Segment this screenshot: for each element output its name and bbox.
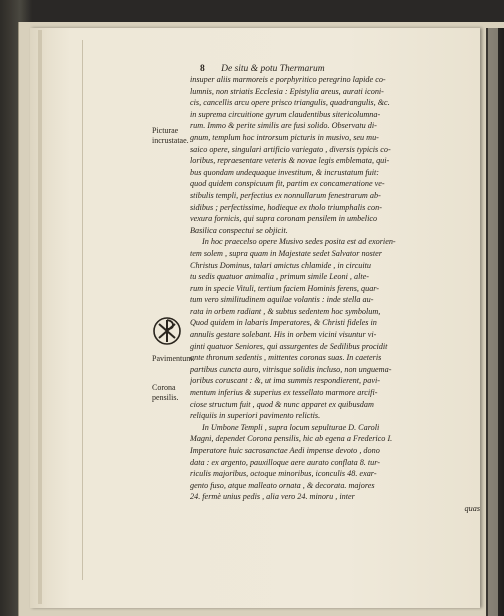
text-line: quod quidem conspicuum fit, partim ex concameratione ve-	[190, 179, 385, 189]
body-text	[190, 74, 480, 515]
text-line: riculis majoribus, octoque minoribus, iconculis 48. exar-	[190, 469, 377, 479]
text-line: loribus, repraesentare veteris & novae legis emblemata, qui-	[190, 156, 390, 166]
text-line: vexura fornicis, qui supra coronam pensilem in umbelico	[190, 214, 378, 224]
text-line: rum in specie Vituli, tertium faciem Hominis ferens, quar-	[190, 283, 380, 293]
text-line: tu sedis quatuor animalia , primum simile Leoni , alte-	[190, 272, 369, 282]
margin-note-corona	[152, 383, 188, 403]
text-line: quas	[464, 503, 480, 513]
text-line: In Umbone Templi , supra locum sepulturae D. Caroli	[202, 422, 380, 432]
text-line: insuper aliis marmoreis e porphyritico peregrino lapide co-	[190, 75, 386, 84]
running-header	[200, 64, 325, 74]
margin-note-pavimentum	[152, 354, 195, 364]
chi-rho-icon	[152, 316, 182, 346]
text-line: In hoc praecelso opere Musivo sedes posita est ad exorien-	[202, 237, 396, 247]
text-line: cis, cancellis arcu opere prisco triangulis, quadrangulis, &c.	[190, 98, 390, 108]
text-line: in suprema circuitione gyrum claudentibus sitericolumna-	[190, 109, 381, 119]
text-line: reliquiis in superiori pavimento relictis.	[190, 411, 321, 421]
margin-note-picturae	[152, 126, 188, 146]
text-line: rata in orbem radiant , & subtus sedentem hoc symbolum,	[190, 306, 381, 316]
gutter-rule	[82, 40, 83, 580]
text-line: gnum, templum hoc introrsum picturis in musivo, seu mu-	[190, 132, 379, 142]
margin-note-text: Picturae incrustatae.	[152, 126, 189, 145]
margin-note-text: Pavimentum.	[152, 354, 195, 363]
text-line: data : ex argento, pauxilloque aere aurato conflata 8. tur-	[190, 457, 381, 467]
text-line: mentum inferius & superius ex tessellato marmore arcifi-	[190, 388, 378, 398]
text-line: partibus cuncta auro, vitrisque solidis incluso, non unguema-	[190, 364, 392, 374]
text-line: Magni, dependet Corona pensilis, hic ab egena a Frederico I.	[190, 434, 393, 444]
text-line: tum vero similitudinem aquilae volantis : inde stella au-	[190, 295, 374, 305]
page-edge	[38, 30, 42, 604]
text-line: lumnis, non striatis Ecclesia : Epistylia areus, aurati iconi-	[190, 86, 384, 96]
text-line: ciose structum fuit , quod & nunc apparet ex quibusdam	[190, 399, 374, 409]
text-line: saico opere, singulari artificio variegato , diversis typicis co-	[190, 144, 391, 154]
text-line: Basilica conspectui se objicit.	[190, 225, 288, 235]
facing-page-strip	[488, 28, 498, 616]
text-line: 24. fermè unius pedis , alia vero 24. minoru , inter	[190, 492, 355, 502]
text-line: Imperatore huic sacrosanctae Aedi impense devoto , dono	[190, 446, 380, 455]
text-line: joribus coruscant : &, ut ima summis respondierent, pavi-	[190, 376, 380, 386]
text-line: ante thronum sedentis , mittentes coronas suas. In caeteris	[190, 353, 382, 363]
text-line: Quod quidem in labaris Imperatores, & Christi fideles in	[190, 318, 377, 328]
text-line: ginti quatuor Seniores, qui assurgentes de Sedilibus procidit	[190, 341, 388, 351]
margin-note-text: Corona pensilis.	[152, 383, 179, 402]
page-number: 8	[200, 64, 205, 74]
text-line: stibulis templi, perfectius ex nonnullarum fenestrarum ab-	[190, 190, 381, 200]
text-line: gento fuso, atque malleato ornata , & decorata. majores	[190, 480, 375, 490]
text-line: rum. Immo & perite similis are fusi solido. Observatu di-	[190, 121, 377, 131]
text-line: annulis gestare solebant. His in orbem vicini visuntur vi-	[190, 330, 377, 340]
running-title: De situ & potu Thermarum	[221, 64, 325, 74]
text-line: sidibus ; perfectissime, hodieque ex tholo triumphalis con-	[190, 202, 382, 212]
text-line: Christus Dominus, talari amictus chlamide , in circuitu	[190, 260, 371, 270]
text-line: bus quondam undequaque investitum, & incrustatum fuit:	[190, 167, 379, 177]
text-line: tem solem , supra quam in Majestate sedet Salvator noster	[190, 248, 382, 258]
